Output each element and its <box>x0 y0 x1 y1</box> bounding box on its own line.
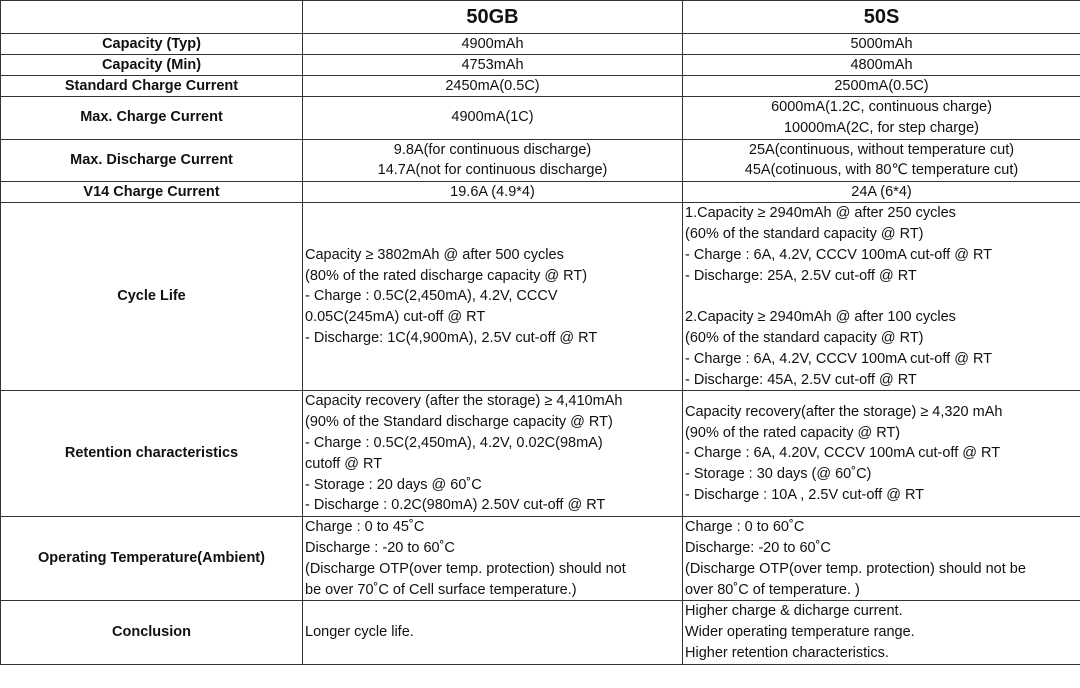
cell-50gb: 9.8A(for continuous discharge) 14.7A(not for continuous discharge) <box>303 139 683 182</box>
row-capacity-typ <box>1 34 1080 55</box>
row-capacity-min <box>1 55 1080 76</box>
row-label: Capacity (Min) <box>1 55 303 76</box>
row-max-discharge-current <box>1 139 1080 182</box>
header-50gb: 50GB <box>303 1 683 34</box>
row-label: Capacity (Typ) <box>1 34 303 55</box>
row-max-charge-current <box>1 97 1080 140</box>
cell-50gb: 4753mAh <box>303 55 683 76</box>
header-50s: 50S <box>683 1 1080 34</box>
cell-50gb: Charge : 0 to 45˚C Discharge : -20 to 60˚C (Discharge OTP(over temp. protection) should not be over 70˚C of Cell surface temperature.) <box>303 517 683 601</box>
row-standard-charge-current <box>1 76 1080 97</box>
cell-50s: 24A (6*4) <box>683 182 1080 203</box>
cell-50s: 5000mAh <box>683 34 1080 55</box>
row-label: Max. Discharge Current <box>1 139 303 182</box>
row-label: Operating Temperature(Ambient) <box>1 517 303 601</box>
row-v14-charge-current <box>1 182 1080 203</box>
row-label: Standard Charge Current <box>1 76 303 97</box>
cell-50gb: Capacity recovery (after the storage) ≥ 4,410mAh (90% of the Standard discharge capacity @ RT) - Charge : 0.5C(2,450mA), 4.2V, 0.02C(98mA) cutoff @ RT - Storage : 20 days @ 60˚C - Discharge : 0.2C(980mA) 2.50V cut-off @ RT <box>303 391 683 517</box>
row-label: Retention characteristics <box>1 391 303 517</box>
cell-50s: 25A(continuous, without temperature cut) 45A(cotinuous, with 80℃ temperature cut) <box>683 139 1080 182</box>
row-cycle-life <box>1 203 1080 391</box>
cell-50s: 6000mA(1.2C, continuous charge) 10000mA(2C, for step charge) <box>683 97 1080 140</box>
cell-50s: Higher charge & dicharge current. Wider operating temperature range. Higher retention characteristics. <box>683 601 1080 664</box>
cell-50gb: 19.6A (4.9*4) <box>303 182 683 203</box>
row-label: Cycle Life <box>1 203 303 391</box>
row-label: V14 Charge Current <box>1 182 303 203</box>
header-row <box>1 1 1080 34</box>
cell-50s: 4800mAh <box>683 55 1080 76</box>
row-retention-characteristics <box>1 391 1080 517</box>
row-label: Max. Charge Current <box>1 97 303 140</box>
cell-50gb: 4900mA(1C) <box>303 97 683 140</box>
cell-50gb: 4900mAh <box>303 34 683 55</box>
header-corner <box>1 1 303 34</box>
row-label: Conclusion <box>1 601 303 664</box>
cell-50gb: Longer cycle life. <box>303 601 683 664</box>
row-operating-temperature <box>1 517 1080 601</box>
cell-50s: 2500mA(0.5C) <box>683 76 1080 97</box>
cell-50s: 1.Capacity ≥ 2940mAh @ after 250 cycles (60% of the standard capacity @ RT) - Charge : 6A, 4.2V, CCCV 100mA cut-off @ RT - Discharge: 25A, 2.5V cut-off @ RT 2.Capacity ≥ 2940mAh @ after 100 cycles (60% of the standard capacity @ RT) - Charge : 6A, 4.2V, CCCV 100mA cut-off @ RT - Discharge: 45A, 2.5V cut-off @ RT <box>683 203 1080 391</box>
row-conclusion <box>1 601 1080 664</box>
cell-50s: Charge : 0 to 60˚C Discharge: -20 to 60˚C (Discharge OTP(over temp. protection) should not be over 80˚C of temperature. ) <box>683 517 1080 601</box>
cell-50gb: Capacity ≥ 3802mAh @ after 500 cycles (80% of the rated discharge capacity @ RT) - Charge : 0.5C(2,450mA), 4.2V, CCCV 0.05C(245mA) cut-off @ RT - Discharge: 1C(4,900mA), 2.5V cut-off @ RT <box>303 203 683 391</box>
cell-50s: Capacity recovery(after the storage) ≥ 4,320 mAh (90% of the rated capacity @ RT) - Charge : 6A, 4.20V, CCCV 100mA cut-off @ RT - Storage : 30 days (@ 60˚C) - Discharge : 10A , 2.5V cut-off @ RT <box>683 391 1080 517</box>
cell-50gb: 2450mA(0.5C) <box>303 76 683 97</box>
line-gap <box>685 286 1078 307</box>
